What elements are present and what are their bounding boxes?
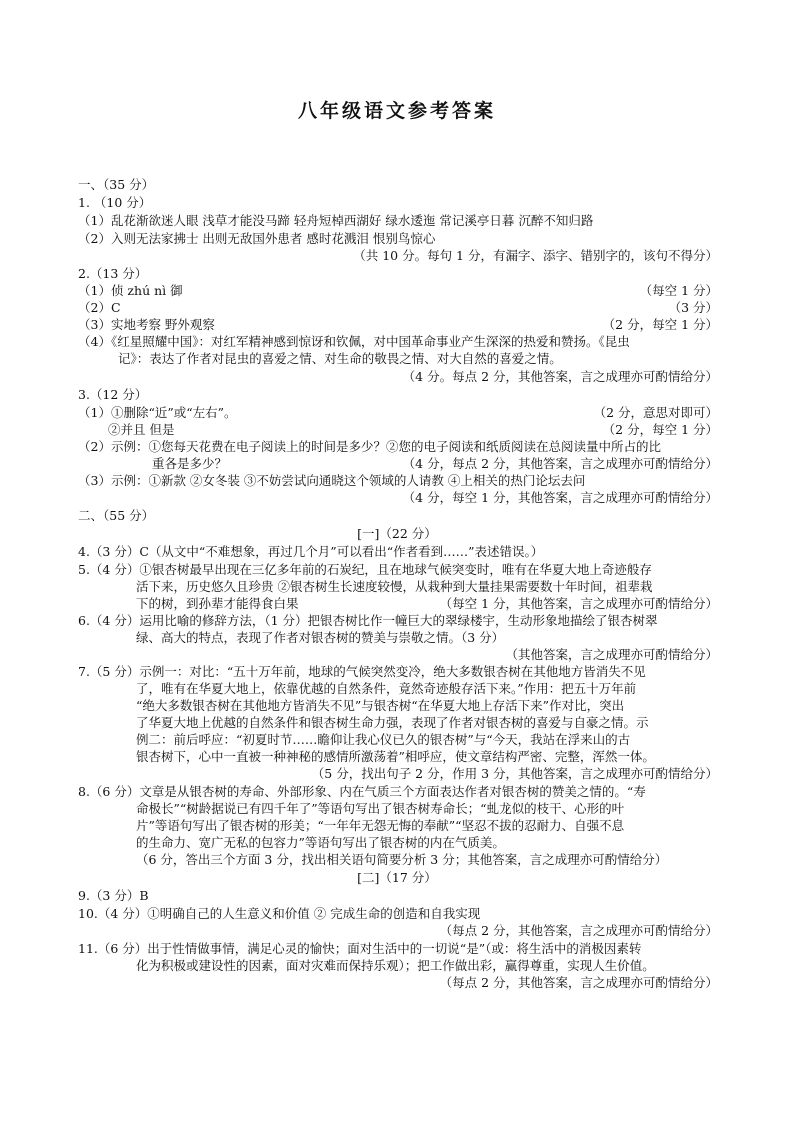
answer-line: 的生命力、宽广无私的包容力”等语句写出了银杏树的内在气质美。 [136,835,505,850]
scoring-note: （每空 1 分，其他答案，言之成理亦可酌情给分） [439,596,718,611]
scoring-note: （4 分，每空 1 分，其他答案，言之成理亦可酌情给分） [402,490,718,505]
answer-line: 11.（6 分）出于性情做事情，满足心灵的愉快；面对生活中的一切说“是”（或：将生活中的消极因素转 [78,941,642,956]
answer-line: 例二：前后呼应：“初夏时节……瞻仰让我心仪已久的银杏树”与“今天，我站在浮来山的古 [136,732,631,747]
question-heading: 1. （10 分） [78,195,152,210]
answer-line: 8.（6 分）文章是从银杏树的寿命、外部形象、内在气质三个方面表达作者对银杏树的赞美之情的。“寿 [78,784,646,799]
answer-line: 9.（3 分）B [78,888,149,903]
answer-line: 绿、高大的特点，表现了作者对银杏树的赞美与崇敬之情。（3 分） [136,630,505,645]
answer-line: 活下来，历史悠久且珍贵 ②银杏树生长速度较慢，从栽种到大量挂果需要数十年时间，祖辈栽 [136,579,653,594]
answer-line: 10.（4 分）①明确自己的人生意义和价值 ② 完成生命的创造和自我实现 [78,906,481,921]
answer-line: 7.（5 分）示例一：对比：“五十万年前，地球的气候突然变冷，绝大多数银杏树在其他地方皆消失不见 [78,664,646,679]
answer-line: 5.（4 分）①银杏树最早出现在三亿多年前的石炭纪，且在地球气候突变时，唯有在华夏大地上奇迹般存 [78,562,652,577]
answer-line: 化为积极或建设性的因素，面对灾难而保持乐观）；把工作做出彩，赢得尊重，实现人生价值。 [136,958,655,973]
answer-line: ②并且 但是 [108,422,175,437]
answer-line: （2）入则无法家拂士 出则无敌国外患者 感时花溅泪 恨别鸟惊心 [78,231,436,246]
scoring-note: （5 分，找出句子 2 分，作用 3 分，其他答案，言之成理亦可酌情给分） [311,766,718,781]
scoring-note: （4 分。每点 2 分，其他答案，言之成理亦可酌情给分） [402,369,718,384]
answer-line: 下的树，到孙辈才能得食白果 [136,596,299,611]
scoring-note: （4 分，每点 2 分，其他答案，言之成理亦可酌情给分） [402,456,718,471]
scoring-note: （共 10 分。每句 1 分，有漏字、添字、错别字的，该句不得分） [353,248,718,263]
subsection-heading: [一]（22 分） [357,526,437,541]
answer-line: “绝大多数银杏树在其他地方皆消失不见”与银杏树“在华夏大地上存活下来”作对比，突出 [136,698,625,713]
page-title: 八年级语文参考答案 [297,100,496,122]
scoring-note: （每点 2 分，其他答案，言之成理亦可酌情给分） [439,923,718,938]
scoring-note: （3 分） [668,300,718,315]
scoring-note: （每空 1 分） [639,283,718,298]
scoring-note: （每点 2 分，其他答案，言之成理亦可酌情给分） [439,975,718,990]
answer-line: （3）实地考察 野外观察 [78,317,215,332]
answer-line: （4）《红星照耀中国》：对红军精神感到惊讶和钦佩，对中国革命事业产生深深的热爱和赞扬。《昆虫 [78,334,630,349]
answer-line: （2）示例：①您每天花费在电子阅读上的时间是多少？②您的电子阅读和纸质阅读在总阅读量中所占的比 [78,439,661,454]
answer-line: 6.（4 分）运用比喻的修辞方法，（1 分）把银杏树比作一幢巨大的翠绿楼宇，生动形象地描绘了银杏树翠 [78,613,658,628]
section-heading: 二、（55 分） [78,508,155,523]
scoring-note: （2 分，意思对即可） [593,405,718,420]
scoring-note: （2 分，每空 1 分） [602,317,718,332]
answer-line: 命极长”“树龄据说已有四千年了”等语句写出了银杏树寿命长；“虬龙似的枝干、心形的叶 [136,801,625,816]
answer-line: 片”等语句写出了银杏树的形美；“一年年无怨无悔的奉献”“坚忍不拔的忍耐力、自强不息 [136,818,625,833]
section-heading: 一、（35 分） [78,177,155,192]
answer-line: 银杏树下，心中一直被一种神秘的感情所激荡着”相呼应，使文章结构严密、完整，浑然一体。 [136,749,655,764]
answer-line: 了，唯有在华夏大地上，依靠优越的自然条件，竟然奇迹般存活下来。”作用：把五十万年前 [136,681,637,696]
scoring-note: （6 分，答出三个方面 3 分，找出相关语句简要分析 3 分；其他答案，言之成理亦可酌情给分） [136,852,668,867]
answer-line: （3）示例：①新款 ②女冬装 ③不妨尝试向通晓这个领域的人请教 ④上相关的热门论坛去问 [78,473,586,488]
answer-line: 记》：表达了作者对昆虫的喜爱之情、对生命的敬畏之情、对大自然的喜爱之情。 [118,351,562,366]
answer-line: 了华夏大地上优越的自然条件和银杏树生命力强，表现了作者对银杏树的喜爱与自豪之情。示 [136,715,649,730]
answer-line: （1）侦 zhú nì 御 [78,283,183,298]
answer-line: （2）C [78,300,121,315]
question-heading: 3.（12 分） [78,387,148,402]
answer-line: （1）①删除“近”或“左右”。 [78,405,237,420]
answer-line: （1）乱花渐欲迷人眼 浅草才能没马蹄 轻舟短棹西湖好 绿水逶迤 常记溪亭日暮 沉醉不知归路 [78,213,594,228]
scoring-note: （其他答案，言之成理亦可酌情给分） [505,647,718,662]
scoring-note: （2 分，每空 1 分） [602,422,718,437]
question-heading: 2.（13 分） [78,266,148,281]
subsection-heading: [二]（17 分） [357,870,437,885]
answer-line: 4.（3 分）C（从文中“不难想象，再过几个月”可以看出“作者看到……”表述错误。） [78,544,544,559]
answer-line: 重各是多少？ [152,456,228,471]
